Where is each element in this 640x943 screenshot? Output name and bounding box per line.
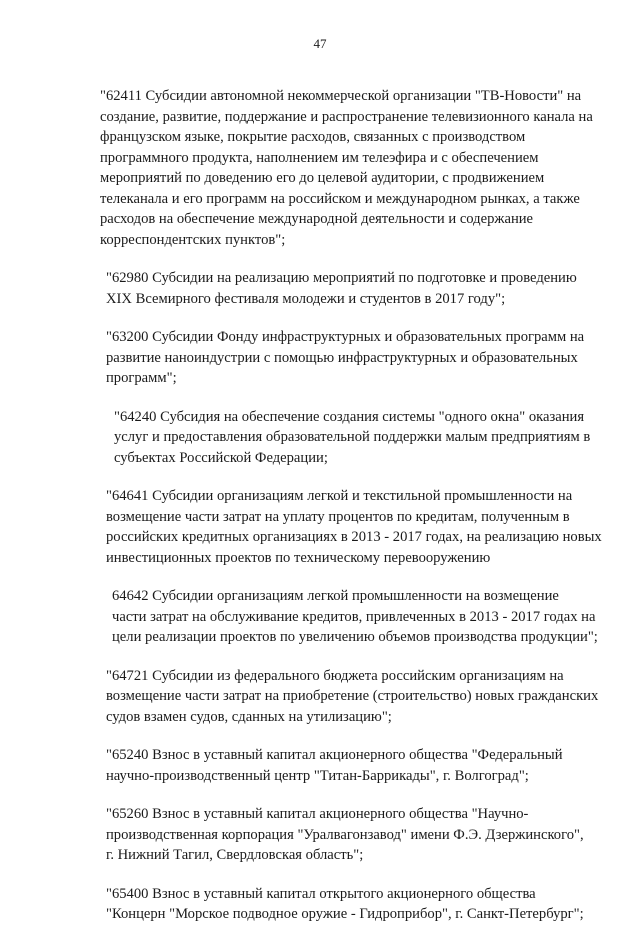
paragraph-line: расходов на обеспечение международной деятельности и содержание bbox=[100, 211, 534, 227]
paragraph-64642 bbox=[76, 586, 608, 648]
paragraph-line: создание, развитие, поддержание и распространение телевизионного канала на bbox=[100, 108, 593, 125]
paragraph-64641 bbox=[76, 486, 608, 568]
paragraph-62980 bbox=[76, 268, 608, 309]
paragraph-line: французском языке, покрытие расходов, связанных с производством bbox=[100, 129, 526, 145]
paragraph-line: "62980 Субсидии на реализацию мероприятий по подготовке и проведению bbox=[106, 270, 577, 286]
paragraph-64240 bbox=[76, 407, 608, 469]
document-body bbox=[76, 86, 608, 943]
paragraph-line: "64240 Субсидия на обеспечение создания системы "одного окна" оказания bbox=[114, 408, 585, 425]
paragraph-line: 64642 Субсидии организациям легкой промышленности на возмещение bbox=[112, 588, 559, 604]
paragraph-line: "64641 Субсидии организациям легкой и текстильной промышленности на bbox=[106, 488, 573, 504]
paragraph-line: инвестиционных проектов по техническому перевооружению bbox=[106, 549, 491, 566]
paragraph-line: российских кредитных организациях в 2013 - 2017 годах, на реализацию новых bbox=[106, 529, 602, 545]
paragraph-line: "65400 Взнос в уставный капитал открытого акционерного общества bbox=[106, 885, 536, 902]
paragraph-line: "64721 Субсидии из федерального бюджета российским организациям на bbox=[106, 667, 564, 684]
paragraph-line: услуг и предоставления образовательной поддержки малым предприятиям в bbox=[114, 429, 591, 445]
paragraph-line: развитие наноиндустрии с помощью инфраструктурных и образовательных bbox=[106, 349, 578, 366]
paragraph-62411 bbox=[76, 86, 608, 250]
paragraph-63200 bbox=[76, 327, 608, 389]
paragraph-65400 bbox=[76, 884, 608, 925]
paragraph-line: телеканала и его программ на российском и международном рынках, а также bbox=[100, 190, 580, 207]
paragraph-line: возмещение части затрат на уплату процентов по кредитам, полученным в bbox=[106, 508, 570, 525]
paragraph-65240 bbox=[76, 745, 608, 786]
paragraph-line: корреспондентских пунктов"; bbox=[100, 231, 286, 248]
paragraph-line: судов взамен судов, сданных на утилизацию"; bbox=[106, 708, 392, 725]
paragraph-line: "63200 Субсидии Фонду инфраструктурных и образовательных программ на bbox=[106, 329, 585, 345]
paragraph-line: XIX Всемирного фестиваля молодежи и студентов в 2017 году"; bbox=[106, 290, 506, 307]
paragraph-line: возмещение части затрат на приобретение (строительство) новых гражданских bbox=[106, 688, 599, 704]
paragraph-line: субъектах Российской Федерации; bbox=[114, 449, 328, 466]
paragraph-line: цели реализации проектов по увеличению объемов производства продукции"; bbox=[112, 629, 598, 645]
paragraph-line: производственная корпорация "Уралвагонзавод" имени Ф.Э. Дзержинского", bbox=[106, 826, 584, 843]
paragraph-line: г. Нижний Тагил, Свердловская область"; bbox=[106, 847, 364, 863]
paragraph-line: научно-производственный центр "Титан-Баррикады", г. Волгоград"; bbox=[106, 767, 529, 784]
paragraph-line: "65260 Взнос в уставный капитал акционерного общества "Научно- bbox=[106, 806, 529, 822]
page-number: 47 bbox=[313, 36, 327, 51]
paragraph-64721 bbox=[76, 666, 608, 728]
paragraph-line: "Концерн "Морское подводное оружие - Гидроприбор", г. Санкт-Петербург"; bbox=[106, 906, 584, 922]
paragraph-line: части затрат на обслуживание кредитов, привлеченных в 2013 - 2017 годах на bbox=[112, 608, 596, 625]
paragraph-line: мероприятий по доведению его до целевой аудитории, с продвижением bbox=[100, 170, 545, 186]
paragraph-65260 bbox=[76, 804, 608, 866]
paragraph-line: программ"; bbox=[106, 370, 177, 386]
paragraph-line: "65240 Взнос в уставный капитал акционерного общества "Федеральный bbox=[106, 747, 563, 763]
paragraph-line: "62411 Субсидии автономной некоммерческой организации "ТВ-Новости" на bbox=[100, 88, 582, 104]
paragraph-line: программного продукта, наполнением им телеэфира и с обеспечением bbox=[100, 149, 539, 166]
